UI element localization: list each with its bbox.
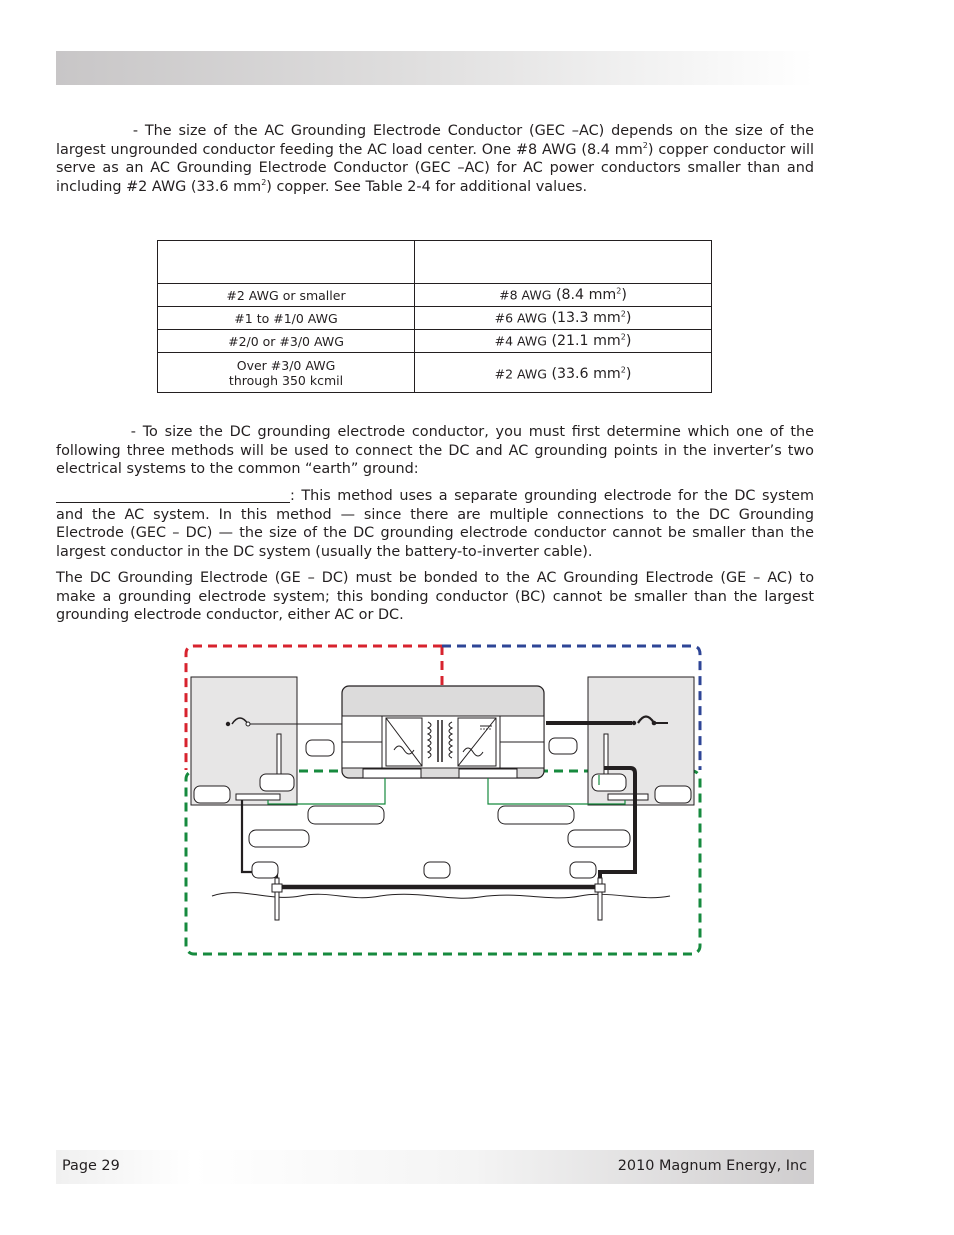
dc-gec-paragraph: - To size the DC grounding electrode conductor, you must first determine which one of the following three methods will be used to connect the DC and AC grounding points in the inverter’s two electrical systems to the common “earth” ground: (56, 424, 814, 478)
grounding-diagram (180, 640, 710, 962)
table-row (158, 353, 712, 393)
label-box (308, 806, 384, 824)
table-cell: #2 AWG (33.6 $mm^2$) (415, 353, 712, 393)
table-row (158, 284, 712, 307)
gec-size-table (157, 240, 712, 393)
label-box (194, 786, 230, 803)
table-cell: #6 AWG (13.3 $mm^2$) (415, 307, 712, 330)
label-box (424, 862, 450, 878)
ac-ground-bus-bar (277, 734, 281, 774)
ac-ground-terminal (363, 769, 421, 778)
label-box (655, 786, 691, 803)
table-row (158, 330, 712, 353)
ac-gec-paragraph: - The size of the AC Grounding Electrode Conductor (GEC –AC) depends on the size of the largest ungrounded conductor feeding the AC load center. One #8 AWG (8.4 $mm^2$) copper conductor will serve as an AC Grounding Electrode Conductor (GEC –AC) for AC power conductors smaller than and including #2 AWG (33.6 $mm^2$) copper. See Table 2-4 for additional values. (56, 123, 814, 195)
table-row (158, 307, 712, 330)
ground-rod-icon (595, 878, 605, 920)
ground-rod-icon (272, 878, 282, 920)
method-paragraph: : This method uses a separate grounding electrode for the DC system and the AC system. In this method — since there are multiple connections to the DC Grounding Electrode (GEC – DC) — the size of the DC grounding electrode conductor cannot be smaller than the largest conductor in the DC system (usually the battery-to-inverter cable). (56, 488, 814, 560)
label-box (252, 862, 278, 878)
ac-to-dc-converter-icon (458, 718, 496, 766)
label-box (549, 738, 577, 754)
table-cell: Over #3/0 AWG through 350 kcmil (158, 353, 415, 393)
ac-neutral-bar (236, 794, 280, 800)
label-box (249, 830, 309, 847)
table-header-cell (415, 241, 712, 284)
bonding-paragraph: The DC Grounding Electrode (GE – DC) must be bonded to the AC Grounding Electrode (GE – AC) to make a grounding electrode system; this bonding conductor (BC) cannot be smaller than the largest grounding electrode conductor, either AC or DC. (56, 570, 814, 624)
label-box (260, 774, 294, 791)
dc-ground-terminal (459, 769, 517, 778)
label-box (570, 862, 596, 878)
table-cell: #8 AWG (8.4 $mm^2$) (415, 284, 712, 307)
table-header-cell (158, 241, 415, 284)
page-number: Page 29 (62, 1158, 120, 1174)
table-header-row (158, 241, 712, 284)
label-box (498, 806, 574, 824)
dc-ground-bar (608, 794, 648, 800)
label-box (568, 830, 630, 847)
label-box (592, 774, 626, 791)
table-cell: #2/0 or #3/0 AWG (158, 330, 415, 353)
table-cell: #2 AWG or smaller (158, 284, 415, 307)
header-bar (56, 51, 814, 85)
label-box (306, 740, 334, 756)
table-cell: #4 AWG (21.1 $mm^2$) (415, 330, 712, 353)
dc-to-ac-converter-icon (386, 718, 422, 766)
table-cell: #1 to #1/0 AWG (158, 307, 415, 330)
copyright-text: 2010 Magnum Energy, Inc (617, 1158, 807, 1174)
method-heading-underline (56, 488, 290, 503)
